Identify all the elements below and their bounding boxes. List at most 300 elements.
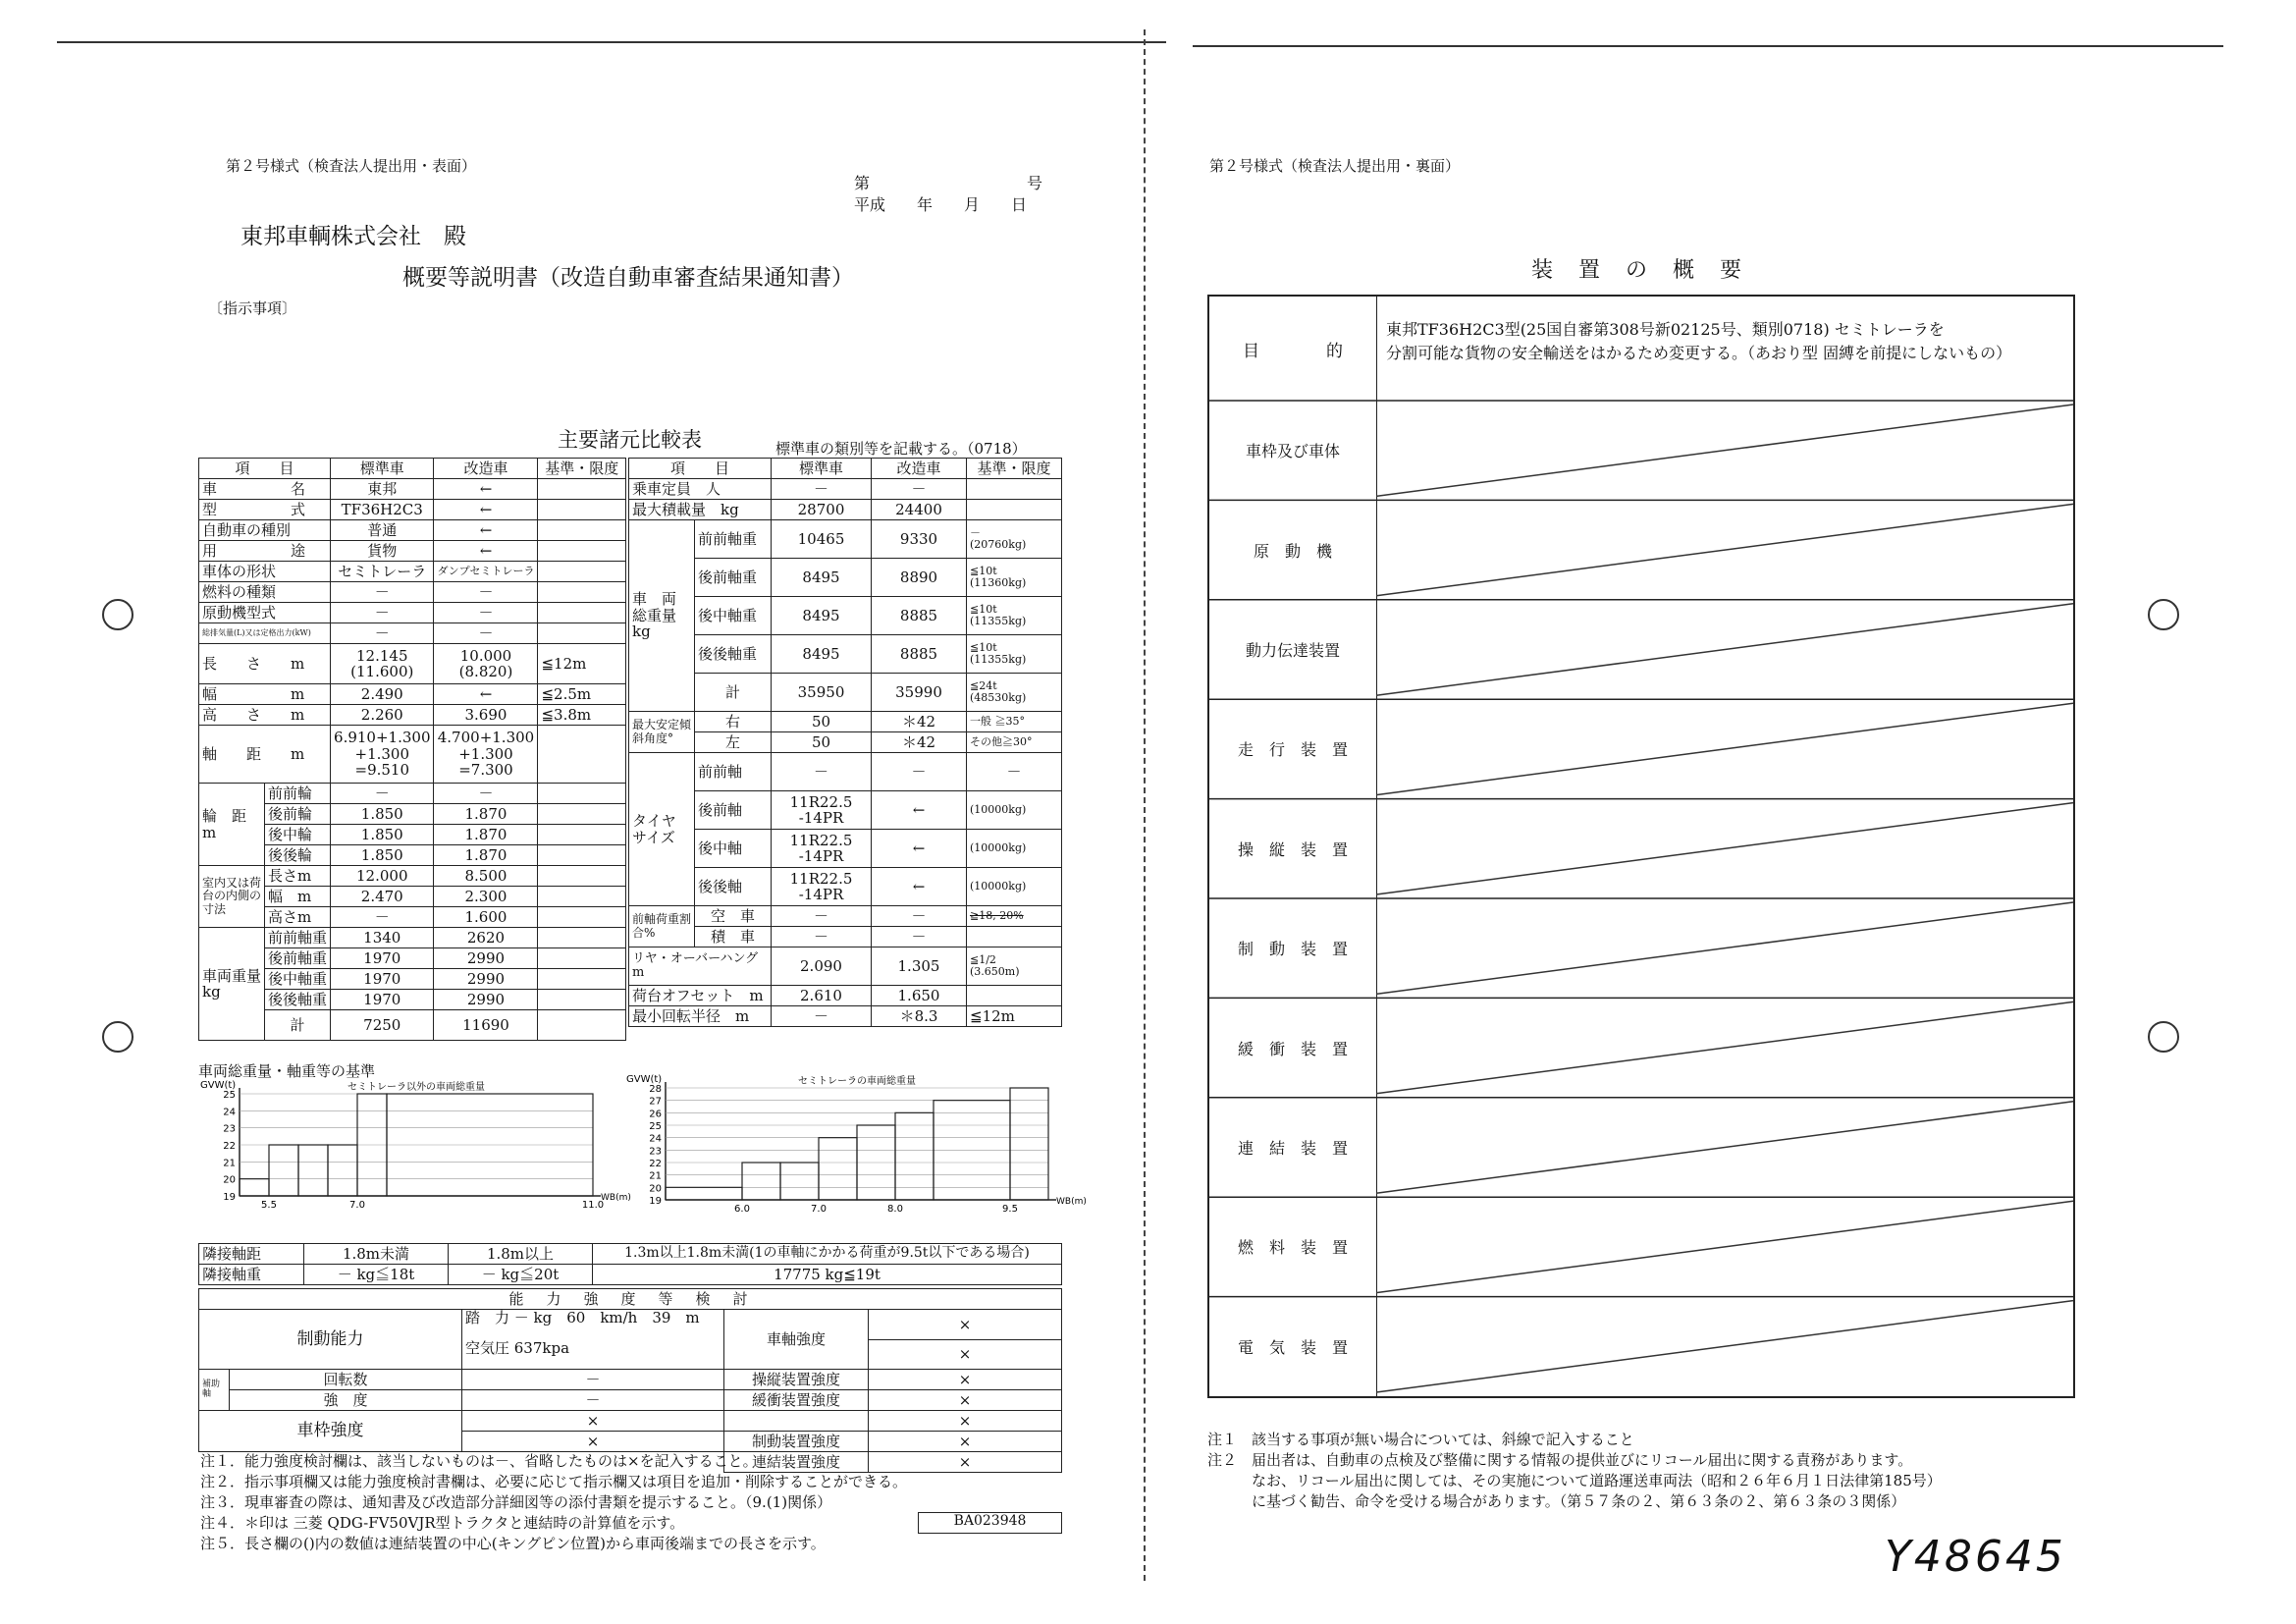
y-tick-label: 20 (649, 1183, 662, 1195)
punch-hole (102, 599, 133, 630)
cell (538, 726, 626, 784)
cell: 28700 (772, 500, 872, 520)
device-overview-title: 装 置 の 概 要 (1531, 258, 1744, 283)
cell: － kg≦20t (449, 1265, 593, 1285)
cell: 一般 ≧35° (967, 712, 1062, 732)
spec-table-left (198, 458, 626, 1041)
row-label: 隣接軸重 (199, 1265, 304, 1285)
device-label: 制 動 装 置 (1237, 940, 1348, 959)
cell: 2620 (434, 928, 538, 948)
row-label: 後後軸重 (695, 635, 772, 674)
cell: ≦1/2 (3.650m) (967, 947, 1062, 986)
y-tick-label: 25 (649, 1121, 662, 1132)
cell: ≦2.5m (538, 684, 626, 705)
cell: ← (434, 520, 538, 541)
cell (538, 825, 626, 845)
handwritten-number: Y48645 (1885, 1532, 2066, 1582)
capacity-table (198, 1288, 1062, 1473)
cell: 2.610 (772, 986, 872, 1006)
cell: － (462, 1390, 724, 1411)
diagonal-strike (1376, 504, 2073, 595)
bar (780, 1163, 819, 1200)
tilt-label: 最大安定傾斜角度° (629, 712, 695, 753)
row-label: 車軸強度 (724, 1310, 869, 1370)
cell: ← (434, 479, 538, 500)
cell: 35990 (872, 674, 967, 712)
cell: 8495 (772, 635, 872, 674)
fold-line (1144, 29, 1146, 1581)
cell: － (872, 479, 967, 500)
header-standard: 標準車 (772, 459, 872, 479)
cell: 10.000 (8.820) (434, 644, 538, 684)
device-label: 動力伝達装置 (1245, 640, 1340, 660)
row-label: 空 車 (695, 906, 772, 927)
cell: － (967, 753, 1062, 791)
note: 注３．現車審査の際は、通知書及び改造部分詳細図等の添付書類を提示すること。（9.(1)関係） (200, 1493, 832, 1511)
y-tick-label: 19 (223, 1192, 236, 1203)
right-form-label: 第２号様式（検査法人提出用・裏面） (1209, 157, 1461, 175)
cell: (10000kg) (967, 791, 1062, 830)
cell (538, 562, 626, 582)
cell: ＊42 (872, 712, 967, 732)
cell: － (434, 784, 538, 804)
cell: 2.090 (772, 947, 872, 986)
bar (666, 1187, 742, 1200)
cell: ≦12m (538, 644, 626, 684)
cell: 8890 (872, 559, 967, 597)
y-axis-label: GVW(t) (200, 1080, 237, 1091)
bar (1010, 1088, 1048, 1200)
cell (538, 804, 626, 825)
cell: 2.470 (331, 887, 434, 907)
device-label: 緩 衝 装 置 (1237, 1039, 1348, 1058)
row-label: 自動車の種別 (199, 520, 331, 541)
row-label: 幅 m (199, 684, 331, 705)
cell: ≦12m (967, 1006, 1062, 1027)
row-label: 後前軸 (695, 791, 772, 830)
purpose-line2: 分割可能な貨物の安全輸送をはかるため変更する。（あおり型 固縛を前提にしないもの） (1386, 344, 2012, 362)
cell: × (869, 1370, 1062, 1390)
y-tick-label: 26 (649, 1109, 662, 1120)
header-modified: 改造車 (872, 459, 967, 479)
x-axis-label: WB(m) (601, 1193, 631, 1203)
cell: 1.3m以上1.8m未満(1の車軸にかかる荷重が9.5t以下である場合) (593, 1244, 1062, 1265)
bar (819, 1138, 857, 1200)
cell: ＊42 (872, 732, 967, 753)
brake-line1: 踏 力 － kg 60 km/h 39 m (465, 1309, 700, 1326)
x-tick-label: 7.0 (349, 1200, 365, 1211)
y-tick-label: 24 (649, 1133, 662, 1145)
cell: × (462, 1432, 724, 1452)
left-form-label: 第２号様式（検査法人提出用・表面） (226, 157, 477, 175)
cell (538, 928, 626, 948)
diagonal-strike (1376, 1001, 2073, 1093)
punch-hole (102, 1021, 133, 1053)
cell: ≦24t (48530kg) (967, 674, 1062, 712)
cell: － kg≦18t (304, 1265, 449, 1285)
capacity-title: 能 力 強 度 等 検 討 (199, 1289, 1062, 1310)
cell: 1.8m未満 (304, 1244, 449, 1265)
row-label: 後後輪 (265, 845, 331, 866)
cell: ← (872, 868, 967, 906)
row-label: 原動機型式 (199, 603, 331, 623)
y-tick-label: 27 (649, 1096, 662, 1108)
note: 注４．＊印は 三菱 QDG-FV50VJR型トラクタと連結時の計算値を示す。 (200, 1514, 685, 1532)
cell (538, 603, 626, 623)
cell: TF36H2C3 (331, 500, 434, 520)
cell: (10000kg) (967, 868, 1062, 906)
diagonal-strike (1376, 902, 2073, 994)
x-tick-label: 7.0 (811, 1204, 827, 1215)
row-label: 連結装置強度 (724, 1452, 869, 1473)
note: に基づく勧告、命令を受ける場合があります。（第５７条の２、第６３条の２、第６３条の３関係） (1207, 1492, 1906, 1510)
header-standard: 標準車 (331, 459, 434, 479)
x-tick-label: 8.0 (887, 1204, 903, 1215)
cell: － (20760kg) (967, 520, 1062, 559)
row-label: 後中軸 (695, 830, 772, 868)
y-tick-label: 22 (649, 1159, 662, 1169)
cell: 1340 (331, 928, 434, 948)
brake-line2: 空気圧 637kpa (465, 1338, 570, 1357)
vehicle-weight-label: 車両重量 kg (199, 928, 265, 1041)
cell: セミトレーラ (331, 562, 434, 582)
y-tick-label: 19 (649, 1196, 662, 1207)
cell: 貨物 (331, 541, 434, 562)
cell: ≦10t (11360kg) (967, 559, 1062, 597)
adjacent-axle-table (198, 1243, 1062, 1285)
cell: 2.300 (434, 887, 538, 907)
cell: － (772, 927, 872, 947)
cell: 11R22.5 -14PR (772, 830, 872, 868)
cell: 1970 (331, 969, 434, 990)
row-label: 前前軸 (695, 753, 772, 791)
cell: 4.700+1.300 +1.300 =7.300 (434, 726, 538, 784)
row-label: 制動装置強度 (724, 1432, 869, 1452)
bar (298, 1145, 328, 1196)
cell: 24400 (872, 500, 967, 520)
bar (742, 1163, 780, 1200)
row-label: 燃料の種類 (199, 582, 331, 603)
spec-table-right (628, 458, 1062, 1027)
cargo-label: 室内又は荷台の内側の寸法 (199, 866, 265, 928)
front-load-label: 前軸荷重割合% (629, 906, 695, 947)
cell: × (869, 1432, 1062, 1452)
cell: 8495 (772, 597, 872, 635)
header-limit: 基準・限度 (967, 459, 1062, 479)
cell: ＊8.3 (872, 1006, 967, 1027)
row-label: 車 名 (199, 479, 331, 500)
row-label: 荷台オフセット m (629, 986, 772, 1006)
bar (240, 1179, 269, 1196)
purpose-line1: 東邦TF36H2C3型(25国自審第308号新02125号、類別0718) セミトレーラを (1386, 320, 1945, 339)
cell: － (872, 927, 967, 947)
x-tick-label: 5.5 (261, 1200, 277, 1211)
spec-table-title: 主要諸元比較表 (558, 428, 702, 452)
cell (538, 887, 626, 907)
cell: ← (434, 500, 538, 520)
cell: 9330 (872, 520, 967, 559)
cell (538, 479, 626, 500)
bar (895, 1112, 934, 1200)
y-tick-label: 24 (223, 1107, 236, 1118)
cell: － (331, 784, 434, 804)
row-label: 長さm (265, 866, 331, 887)
cell: 8885 (872, 597, 967, 635)
cell (538, 500, 626, 520)
row-label: 積 車 (695, 927, 772, 947)
tire-label: タイヤ サイズ (629, 753, 695, 906)
cell: 11R22.5 -14PR (772, 868, 872, 906)
note: 注１ 該当する事項が無い場合については、斜線で記入すること (1207, 1431, 1634, 1448)
cell (538, 623, 626, 644)
device-label: 燃 料 装 置 (1237, 1238, 1348, 1258)
row-label: 幅 m (265, 887, 331, 907)
row-label: 回転数 (230, 1370, 462, 1390)
row-label: 用 途 (199, 541, 331, 562)
row-label: 総排気量(L)又は定格出力(kW) (199, 623, 331, 644)
row-label: 前前軸重 (265, 928, 331, 948)
note: 注５．長さ欄の()内の数値は連結装置の中心(キングピン位置)から車両後端までの長さを示す。 (200, 1535, 826, 1552)
cell: 17775 kg≦19t (593, 1265, 1062, 1285)
cell: ← (872, 791, 967, 830)
cell: 50 (772, 712, 872, 732)
note: 注２．指示事項欄又は能力強度検討書欄は、必要に応じて指示欄又は項目を追加・削除することができる。 (200, 1473, 908, 1490)
cell: ≧18, 20% (967, 906, 1062, 927)
cell (538, 866, 626, 887)
row-label: 前前輪 (265, 784, 331, 804)
cell: 1.600 (434, 907, 538, 928)
cell (538, 969, 626, 990)
row-label: 計 (695, 674, 772, 712)
brake-values (462, 1310, 724, 1370)
bar (269, 1145, 298, 1196)
diagonal-strike (1376, 703, 2073, 794)
row-label: 後後軸重 (265, 990, 331, 1010)
y-tick-label: 20 (223, 1174, 236, 1186)
cell: 12.145 (11.600) (331, 644, 434, 684)
diagonal-strike (1376, 1201, 2073, 1292)
row-label (724, 1411, 869, 1432)
y-tick-label: 21 (223, 1158, 236, 1169)
cell: － (434, 603, 538, 623)
frame-label: 車枠強度 (199, 1411, 462, 1452)
y-tick-label: 28 (649, 1084, 662, 1095)
cell: 35950 (772, 674, 872, 712)
cell: 2990 (434, 990, 538, 1010)
cell: － (772, 906, 872, 927)
x-tick-label: 11.0 (581, 1200, 605, 1211)
row-label: 軸 距 m (199, 726, 331, 784)
cell: － (772, 1006, 872, 1027)
cell: 8.500 (434, 866, 538, 887)
cell: × (869, 1310, 1062, 1340)
cell: 8495 (772, 559, 872, 597)
addressee: 東邦車輌株式会社 殿 (240, 224, 466, 249)
row-label: 乗車定員 人 (629, 479, 772, 500)
cell: × (869, 1411, 1062, 1432)
cell (538, 948, 626, 969)
row-label: 高 さ m (199, 705, 331, 726)
cell (967, 500, 1062, 520)
chart-title: セミトレーラの車両総重量 (798, 1076, 916, 1087)
cell: 1.850 (331, 845, 434, 866)
note: なお、リコール届出に関しては、その実施について道路運送車両法（昭和２６年６月１日法律第185号） (1207, 1472, 1942, 1489)
cell: － (331, 623, 434, 644)
stamp-code: BA023948 (918, 1512, 1062, 1534)
purpose-label: 目 的 (1243, 341, 1343, 361)
cell: － (872, 906, 967, 927)
cell: 1.870 (434, 845, 538, 866)
cell: 1.850 (331, 804, 434, 825)
cell: ← (872, 830, 967, 868)
y-tick-label: 23 (649, 1146, 662, 1158)
cell: － (331, 582, 434, 603)
punch-hole (2148, 1021, 2179, 1053)
row-label: 計 (265, 1010, 331, 1041)
cell (538, 990, 626, 1010)
row-label: 長 さ m (199, 644, 331, 684)
diagonal-strike (1376, 803, 2073, 894)
device-label: 原 動 機 (1253, 541, 1332, 561)
left-notes (200, 1451, 907, 1554)
cell: 7250 (331, 1010, 434, 1041)
cell (538, 784, 626, 804)
document-number: 第 号 (854, 174, 1043, 192)
cell: ≦10t (11355kg) (967, 635, 1062, 674)
cell: 2990 (434, 969, 538, 990)
cell: ≦10t (11355kg) (967, 597, 1062, 635)
cell: 1.305 (872, 947, 967, 986)
cell: － (462, 1370, 724, 1390)
row-label: 型 式 (199, 500, 331, 520)
header-modified: 改造車 (434, 459, 538, 479)
cell (538, 1010, 626, 1041)
row-label: 車体の形状 (199, 562, 331, 582)
cell (538, 541, 626, 562)
cell: 1.870 (434, 825, 538, 845)
device-overview-table (1207, 295, 2075, 1398)
cell (538, 582, 626, 603)
cell: 1.870 (434, 804, 538, 825)
cell: その他≧30° (967, 732, 1062, 753)
cell: 1.850 (331, 825, 434, 845)
row-label: 左 (695, 732, 772, 753)
cell: － (331, 603, 434, 623)
chart-non-semitrailer (198, 1076, 631, 1227)
cell: － (872, 753, 967, 791)
row-label: 最大積載量 kg (629, 500, 772, 520)
cell: 10465 (772, 520, 872, 559)
y-tick-label: 22 (223, 1141, 236, 1152)
diagonal-strike (1376, 604, 2073, 695)
row-label: 緩衝装置強度 (724, 1390, 869, 1411)
row-label: 前前軸重 (695, 520, 772, 559)
punch-hole (2148, 599, 2179, 630)
top-rule-left (57, 41, 1166, 43)
row-label: 操縦装置強度 (724, 1370, 869, 1390)
note: 注２ 届出者は、自動車の点検及び整備に関する情報の提供並びにリコール届出に関する責務があります。 (1207, 1451, 1913, 1469)
instructions-label: 〔指示事項〕 (208, 299, 297, 317)
cell (538, 907, 626, 928)
y-tick-label: 23 (223, 1123, 236, 1135)
chart-section-title: 車両総重量・軸重等の基準 (198, 1062, 376, 1080)
cell (538, 520, 626, 541)
row-label: 最小回転半径 m (629, 1006, 772, 1027)
cell: 6.910+1.300 +1.300 =9.510 (331, 726, 434, 784)
row-label: 後中輪 (265, 825, 331, 845)
row-label: 後前輪 (265, 804, 331, 825)
y-axis-label: GVW(t) (626, 1074, 663, 1085)
x-tick-label: 6.0 (734, 1204, 750, 1215)
cell: × (869, 1339, 1062, 1370)
document-date: 平成 年 月 日 (854, 195, 1028, 214)
cell: － (434, 623, 538, 644)
row-label: 後中軸重 (695, 597, 772, 635)
chart-semitrailer (624, 1070, 1087, 1231)
cell: ← (434, 541, 538, 562)
cell: 1.8m以上 (449, 1244, 593, 1265)
cell (538, 845, 626, 866)
row-label: 高さm (265, 907, 331, 928)
gvw-label: 車 両 総重量 kg (629, 520, 695, 712)
cell: 12.000 (331, 866, 434, 887)
device-label: 操 縦 装 置 (1237, 839, 1348, 859)
cell: 2.260 (331, 705, 434, 726)
row-label: 後前軸重 (265, 948, 331, 969)
cell: － (772, 753, 872, 791)
cell (967, 986, 1062, 1006)
cell: × (462, 1411, 724, 1432)
diagonal-strike (1376, 405, 2073, 496)
header-item: 項 目 (199, 459, 331, 479)
cell: 1970 (331, 948, 434, 969)
right-notes (1207, 1430, 1942, 1512)
x-axis-label: WB(m) (1056, 1197, 1087, 1207)
cell: 1970 (331, 990, 434, 1010)
device-label: 連 結 装 置 (1237, 1138, 1348, 1158)
top-rule-right (1193, 45, 2223, 47)
cell: (10000kg) (967, 830, 1062, 868)
device-label: 車枠及び車体 (1245, 442, 1340, 461)
brake-label: 制動能力 (199, 1310, 462, 1370)
row-label: 後前軸重 (695, 559, 772, 597)
row-label: 強 度 (230, 1390, 462, 1411)
cell: 11R22.5 -14PR (772, 791, 872, 830)
chart-title: セミトレーラ以外の車両総重量 (347, 1082, 485, 1093)
header-limit: 基準・限度 (538, 459, 626, 479)
cell (967, 479, 1062, 500)
cell: － (772, 479, 872, 500)
row-label: 後中軸重 (265, 969, 331, 990)
cell: 2.490 (331, 684, 434, 705)
cell: 1.650 (872, 986, 967, 1006)
cell: × (869, 1452, 1062, 1473)
note: 注１．能力強度検討欄は、該当しないものは－、省略したものは×を記入すること。 (200, 1452, 758, 1470)
cell: ≦3.8m (538, 705, 626, 726)
cell: － (434, 582, 538, 603)
cell: 50 (772, 732, 872, 753)
y-tick-label: 21 (649, 1170, 662, 1182)
document-title: 概要等説明書（改造自動車審査結果通知書） (402, 265, 854, 291)
spec-table-note: 標準車の類別等を記載する。（0718） (775, 440, 1027, 458)
cell: ← (434, 684, 538, 705)
cell: － (331, 907, 434, 928)
cell (967, 927, 1062, 947)
row-label: 右 (695, 712, 772, 732)
cell: × (869, 1390, 1062, 1411)
cell: ダンプセミトレーラ (434, 562, 538, 582)
cell: 2990 (434, 948, 538, 969)
